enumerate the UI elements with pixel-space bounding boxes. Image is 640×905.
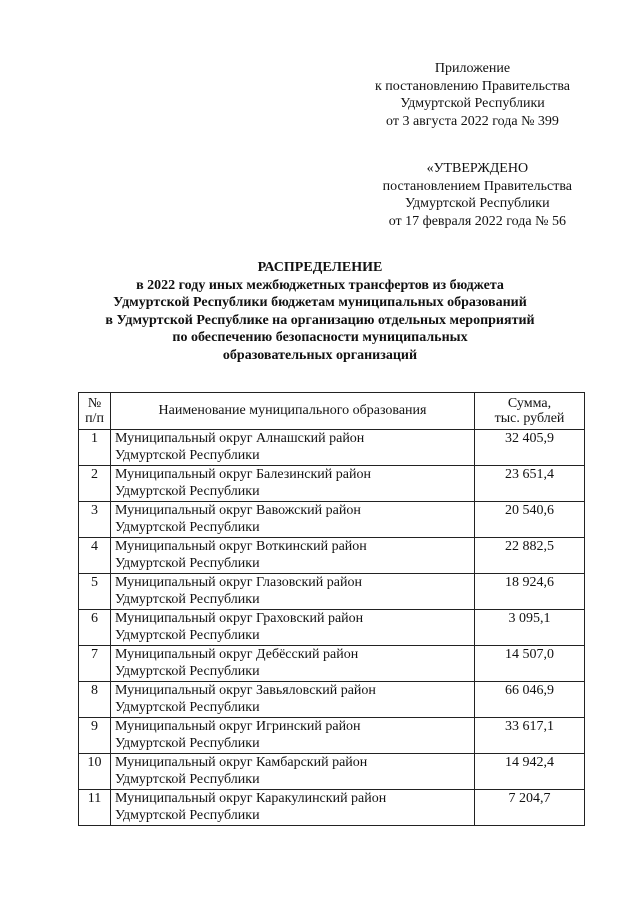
distribution-table [78, 392, 585, 826]
document-title [70, 259, 570, 365]
row-amount: 14 507,0 [475, 646, 585, 682]
appendix-label: Приложение [434, 61, 511, 76]
table-row [79, 538, 585, 574]
appendix-ref-line: к постановлению Правительства [374, 78, 570, 94]
row-number: 4 [79, 538, 111, 574]
row-municipality: Муниципальный округ Игринский район Удмуртской Республики [111, 718, 475, 754]
appendix-authority-line: Удмуртской Республики [400, 96, 545, 111]
row-municipality: Муниципальный округ Дебёсский район Удмуртской Республики [111, 646, 475, 682]
table-row [79, 610, 585, 646]
header-amount: Сумма, тыс. рублей [475, 393, 585, 430]
row-number: 5 [79, 574, 111, 610]
row-municipality: Муниципальный округ Балезинский район Удмуртской Республики [111, 466, 475, 502]
row-number: 11 [79, 790, 111, 826]
approval-stamp [383, 160, 572, 230]
title-line-3: Удмуртской Республики бюджетам муниципальных образований [113, 295, 527, 311]
row-amount: 23 651,4 [475, 466, 585, 502]
row-number: 9 [79, 718, 111, 754]
table-row [79, 646, 585, 682]
table-row [79, 574, 585, 610]
row-amount: 66 046,9 [475, 682, 585, 718]
approval-date-line: от 17 февраля 2022 года № 56 [388, 213, 566, 229]
title-line-4: в Удмуртской Республике на организацию отдельных мероприятий [105, 312, 535, 328]
row-number: 8 [79, 682, 111, 718]
row-municipality: Муниципальный округ Каракулинский район Удмуртской Республики [111, 790, 475, 826]
row-number: 1 [79, 430, 111, 466]
title-line-5: по обеспечению безопасности муниципальных [172, 330, 468, 346]
approval-ref-line: постановлением Правительства [382, 178, 572, 194]
header-municipality: Наименование муниципального образования [111, 393, 475, 430]
table-row [79, 466, 585, 502]
row-municipality: Муниципальный округ Воткинский район Удмуртской Республики [111, 538, 475, 574]
table-row [79, 790, 585, 826]
table-row [79, 502, 585, 538]
row-amount: 32 405,9 [475, 430, 585, 466]
table-row [79, 430, 585, 466]
row-municipality: Муниципальный округ Граховский район Удмуртской Республики [111, 610, 475, 646]
appendix-date-line: от 3 августа 2022 года № 399 [386, 113, 559, 129]
row-amount: 7 204,7 [475, 790, 585, 826]
row-municipality: Муниципальный округ Вавожский район Удмуртской Республики [111, 502, 475, 538]
title-line-6: образовательных организаций [222, 347, 418, 363]
row-amount: 22 882,5 [475, 538, 585, 574]
row-amount: 14 942,4 [475, 754, 585, 790]
row-amount: 33 617,1 [475, 718, 585, 754]
row-number: 10 [79, 754, 111, 790]
row-number: 2 [79, 466, 111, 502]
table-header-row [79, 393, 585, 430]
table-row [79, 718, 585, 754]
row-number: 6 [79, 610, 111, 646]
approval-authority-line: Удмуртской Республики [405, 196, 550, 211]
header-number: № п/п [79, 393, 111, 430]
row-amount: 18 924,6 [475, 574, 585, 610]
table-row [79, 754, 585, 790]
approval-label: «УТВЕРЖДЕНО [426, 161, 529, 176]
appendix-header [375, 60, 570, 130]
row-municipality: Муниципальный округ Камбарский район Удмуртской Республики [111, 754, 475, 790]
row-amount: 20 540,6 [475, 502, 585, 538]
title-line-2: в 2022 году иных межбюджетных трансфертов из бюджета [136, 277, 504, 293]
row-municipality: Муниципальный округ Глазовский район Удмуртской Республики [111, 574, 475, 610]
row-number: 7 [79, 646, 111, 682]
row-amount: 3 095,1 [475, 610, 585, 646]
table-row [79, 682, 585, 718]
row-municipality: Муниципальный округ Алнашский район Удмуртской Республики [111, 430, 475, 466]
title-line-1: РАСПРЕДЕЛЕНИЕ [257, 260, 383, 275]
row-municipality: Муниципальный округ Завьяловский район Удмуртской Республики [111, 682, 475, 718]
row-number: 3 [79, 502, 111, 538]
